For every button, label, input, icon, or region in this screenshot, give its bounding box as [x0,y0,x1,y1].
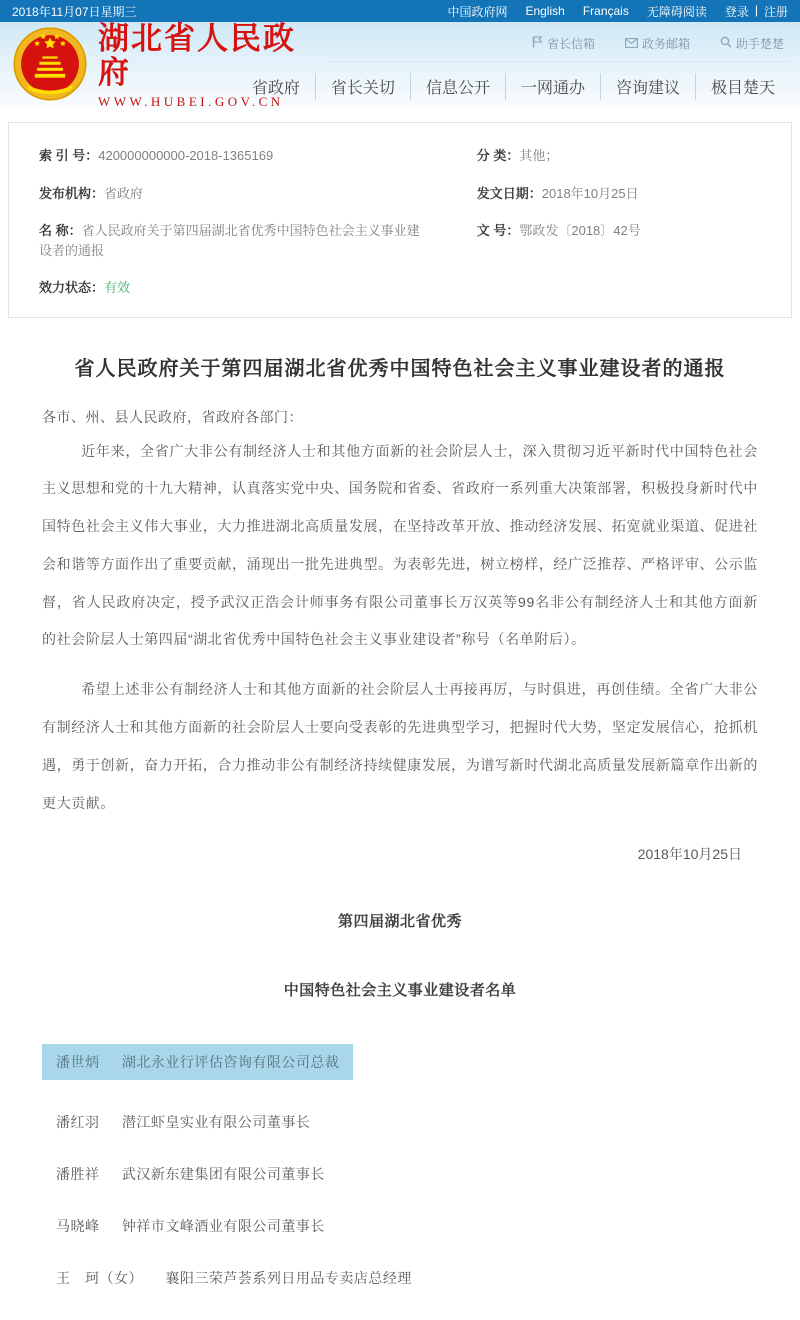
document-metadata-box [8,122,792,318]
meta-issue-date-value: 2018年10月25日 [541,185,639,201]
awardee-name: 潘胜祥 [56,1166,100,1183]
site-url: WWW.HUBEI.GOV.CN [98,94,284,110]
list-heading-line2: 中国特色社会主义事业建设者名单 [283,982,517,1000]
link-gov-cn[interactable]: 中国政府网 [447,4,508,19]
meta-category-label: 分 类： [476,148,520,163]
meta-issue-date [477,175,791,213]
gov-mail-link[interactable] [625,35,690,52]
meta-name-label: 名 称： [39,223,82,238]
nav-consult-suggest[interactable]: 咨询建议 [600,73,695,100]
topbar-links [447,3,788,20]
list-heading-line1: 第四届湖北省优秀 [337,913,462,931]
meta-index-label: 索 引 号： [39,148,99,163]
awardee-name: 潘红羽 [56,1114,100,1131]
quick-links-row [328,22,790,62]
link-accessibility[interactable]: 无障碍阅读 [646,4,707,19]
awardee-entry [56,1216,325,1236]
current-date: 2018年11月07日星期三 [12,4,137,19]
site-title: 湖北省人民政府 [98,20,296,90]
salutation: 各市、州、县人民政府，省政府各部门： [42,408,303,425]
paragraph-1: 近年来，全省广大非公有制经济人士和其他方面新的社会阶层人士，深入贯彻习近平新时代中国特色社会主义思想和党的十九大精神，认真落实党中央、国务院和省委、省政府一系列重大决策部署，积极投身新时代中国特色社会主义伟大事业，大力推进湖北高质量发展，在坚持改革开放、推动经济发展、拓宽就业渠道、促进社会和谐等方面作出了重要贡献，涌现出一批先进典型。为表彰先进，树立榜样，经广泛推荐、严格评审、公示监督，省人民政府决定，授予武汉正浩会计师事务有限公司董事长万汉英等99名非公有制经济人士和其他方面新的社会阶层人士第四届“湖北省优秀中国特色社会主义事业建设者”称号（名单附后）。 [42,442,758,648]
national-emblem-logo [12,26,88,107]
meta-doc-number [477,212,791,250]
meta-status-value: 有效 [104,280,131,295]
auth-divider: | [754,2,758,17]
nav-info-disclosure[interactable]: 信息公开 [410,73,505,100]
page-title: 省人民政府关于第四届湖北省优秀中国特色社会主义事业建设者的通报 [74,357,726,380]
nav-provincial-government[interactable]: 省政府 [251,79,300,97]
paragraph-2: 希望上述非公有制经济人士和其他方面新的社会阶层人士再接再厉，与时俱进，再创佳绩。全省广大非公有制经济人士和其他方面新的社会阶层人士要向受表彰的先进典型学习，把握时代大势，坚定发展信心，抢抓机遇，勇于创新，奋力开拓，合力推动非公有制经济持续健康发展，为谱写新时代湖北高质量发展新篇章作出新的更大贡献。 [42,681,758,811]
metadata-right-column [455,137,791,307]
meta-agency-label: 发布机构： [39,185,105,201]
meta-document-name [39,212,455,269]
list-item [56,1216,758,1236]
gov-mail-label: 政务邮箱 [641,37,690,51]
meta-doc-number-value: 鄂政发〔2018〕42号 [519,223,641,238]
nav-one-net-service[interactable]: 一网通办 [505,73,600,100]
signature-date: 2018年10月25日 [637,846,742,863]
assistant-search-label: 助手楚楚 [735,37,784,51]
awardee-entry [56,1164,325,1184]
governor-mailbox-label: 省长信箱 [546,37,595,51]
document-body [0,352,800,1289]
auth-links [725,3,788,20]
awardee-name: 马晓峰 [56,1218,100,1235]
meta-category-value: 其他； [519,148,559,163]
awardee-org: 钟祥市文峰酒业有限公司董事长 [121,1218,325,1235]
list-item [56,1268,758,1288]
awardee-entry [56,1268,412,1288]
meta-issuing-agency [39,175,455,213]
awardee-entry-highlighted[interactable] [42,1044,353,1080]
meta-status-label: 效力状态： [39,280,105,295]
search-icon [720,36,732,51]
nav-jimu-chutian[interactable]: 极目楚天 [695,73,790,100]
governor-mailbox-link[interactable] [532,35,595,52]
top-utility-bar [0,0,800,22]
list-item [56,1112,758,1132]
awardee-name: 王 珂（女） [56,1270,143,1287]
awardee-list [42,1044,758,1288]
awardee-entry [56,1112,310,1132]
main-nav [251,62,790,110]
meta-issue-date-label: 发文日期： [476,185,542,201]
nav-governor-concern[interactable]: 省长关切 [315,73,410,100]
awardee-name: 潘世炳 [56,1054,100,1071]
awardee-org: 武汉新东建集团有限公司董事长 [121,1166,325,1183]
header-right [251,22,790,110]
awardee-org: 湖北永业行评估咨询有限公司总裁 [121,1054,340,1071]
metadata-left-column [9,137,455,307]
meta-doc-number-label: 文 号： [476,223,520,238]
login-link[interactable]: 登录 [724,4,749,19]
link-english[interactable]: English [525,4,565,18]
meta-category [477,137,791,175]
flag-icon [532,36,543,51]
meta-validity-status [39,269,455,307]
list-item [56,1044,758,1080]
assistant-search-link[interactable] [720,35,784,52]
list-item [56,1164,758,1184]
awardee-org: 襄阳三荣芦荟系列日用品专卖店总经理 [165,1270,412,1287]
link-francais[interactable]: Français [582,4,629,18]
awardee-org: 潜江虾皇实业有限公司董事长 [121,1114,311,1131]
site-header [0,22,800,110]
register-link[interactable]: 注册 [763,4,788,19]
meta-name-value: 省人民政府关于第四届湖北省优秀中国特色社会主义事业建设者的通报 [39,223,420,258]
meta-index-number [39,137,455,175]
meta-agency-value: 省政府 [104,185,144,201]
meta-index-value: 420000000000-2018-1365169 [98,148,274,163]
mail-icon [625,37,638,51]
